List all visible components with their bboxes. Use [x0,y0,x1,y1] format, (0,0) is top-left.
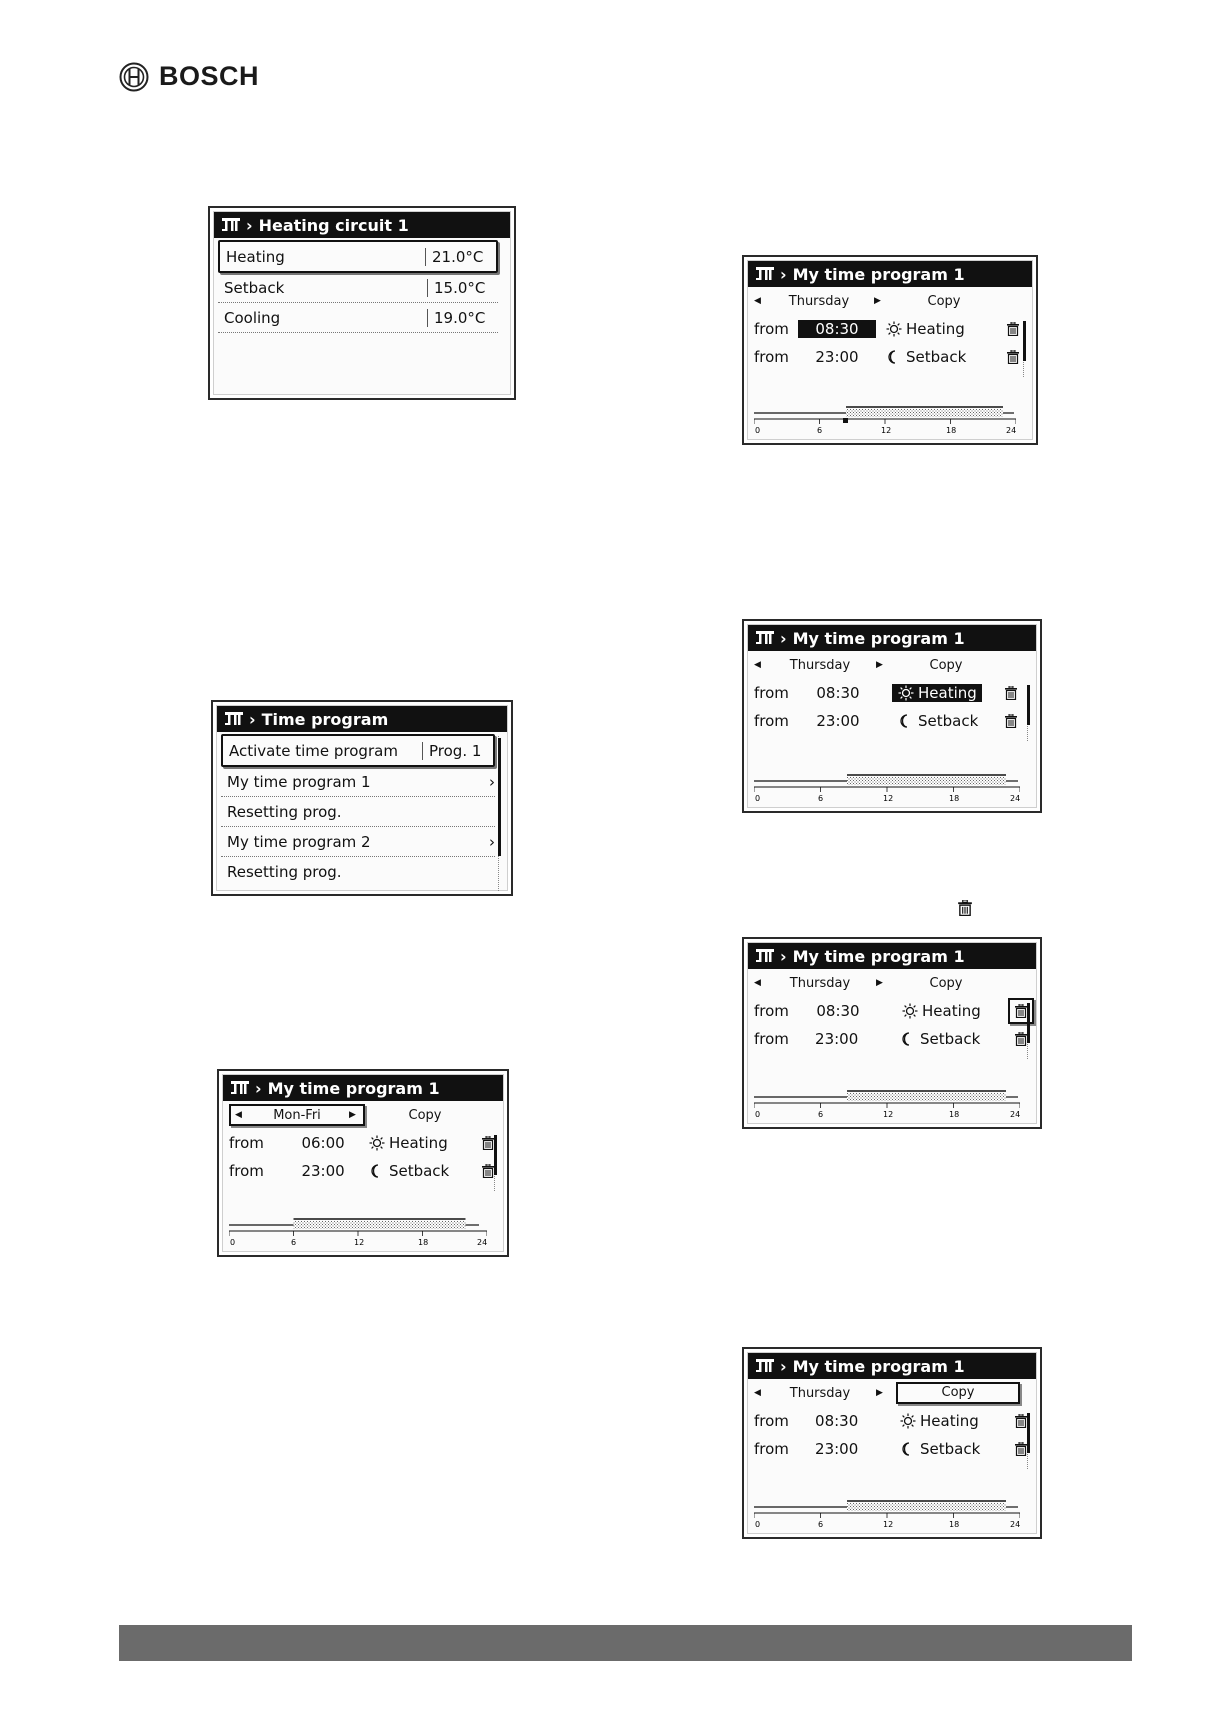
from-label: from [754,684,789,702]
moon-icon [886,349,902,365]
time-value[interactable]: 23:00 [815,348,859,366]
menu-row-cooling[interactable] [218,303,498,333]
row-label: Resetting prog. [227,802,342,821]
tick-label: 18 [949,1110,960,1119]
tick-label: 24 [1010,1520,1020,1529]
footer-bar [119,1625,1132,1661]
menu-icon [225,712,243,726]
mode-setback[interactable] [890,1440,992,1458]
trash-icon [958,900,972,920]
screen-heating-circuit [208,206,516,400]
from-label: from [754,1440,789,1458]
breadcrumb-separator: › [780,264,787,284]
copy-button[interactable]: Copy [927,293,961,309]
day-label: Thursday [789,1385,851,1401]
day-label: Mon-Fri [273,1107,321,1123]
row-label: Setback [224,278,285,297]
row-value: 19.0°C [427,309,498,327]
screen-title: My time program 1 [267,1078,440,1098]
mode-label: Setback [388,1162,450,1180]
time-value[interactable]: 06:00 [301,1134,345,1152]
breadcrumb-separator: › [246,215,253,235]
switch-point-row[interactable] [748,1407,1036,1435]
from-label: from [754,712,789,730]
arrow-right-icon[interactable]: ▶ [876,660,883,670]
menu-icon [756,631,774,645]
day-timeline [754,397,1016,435]
tick-label: 24 [1010,794,1020,803]
mode-label: Setback [918,712,979,730]
tick-label: 24 [1010,1110,1020,1119]
breadcrumb-separator: › [780,946,787,966]
screen-title-bar [214,212,510,238]
moon-icon [898,713,914,729]
row-label: Activate time program [229,741,398,760]
menu-row-my-time-program-1[interactable] [221,767,495,797]
screen-title-bar [748,261,1032,287]
arrow-left-icon[interactable]: ◀ [235,1110,242,1120]
tick-label: 12 [881,426,892,435]
time-value[interactable]: 08:30 [798,320,876,338]
screen-time-program [211,700,513,896]
screen-title: Heating circuit 1 [258,215,409,235]
tick-label: 12 [883,1520,894,1529]
scrollbar-thumb[interactable] [1023,321,1026,361]
time-value[interactable]: 23:00 [815,1030,859,1048]
chevron-right-icon: › [489,772,495,791]
mode-setback[interactable] [876,348,990,366]
sun-icon [886,321,902,337]
mode-label: Setback [920,1030,981,1048]
arrow-right-icon[interactable]: ▶ [876,1388,883,1398]
from-label: from [754,1412,789,1430]
tick-label: 24 [1006,426,1016,435]
mode-heating[interactable] [359,1134,466,1152]
switch-point-row[interactable] [748,707,1036,735]
row-label: Cooling [224,308,281,327]
arrow-right-icon[interactable]: ▶ [874,296,881,306]
screen-my-time-program-thursday-copy [742,1347,1042,1539]
day-label: Thursday [789,657,851,673]
screen-title-bar [748,625,1036,651]
arrow-left-icon[interactable]: ◀ [754,1388,761,1398]
from-label: from [754,1002,789,1020]
tick-label: 18 [949,1520,960,1529]
screen-my-time-program-thursday-delete [742,937,1042,1129]
screen-title-bar [223,1075,503,1101]
mode-label: Heating [388,1134,448,1152]
scrollbar-thumb[interactable] [494,1135,497,1175]
switch-point-row[interactable] [748,997,1036,1025]
moon-icon [369,1163,385,1179]
trash-icon[interactable] [1008,998,1034,1024]
tick-label: 6 [818,1520,824,1529]
screen-title-bar [217,706,507,732]
mode-setback[interactable] [890,1030,992,1048]
row-label: Resetting prog. [227,862,342,881]
arrow-left-icon[interactable]: ◀ [754,978,761,988]
sun-icon [369,1135,385,1151]
switch-point-row[interactable] [748,1435,1036,1463]
trash-icon[interactable] [996,714,1026,728]
screen-title: My time program 1 [792,946,965,966]
tick-label: 0 [230,1238,236,1247]
switch-point-row[interactable] [748,315,1032,343]
tick-label: 6 [818,1110,824,1119]
screen-title-bar [748,943,1036,969]
from-label: from [754,348,789,366]
from-label: from [229,1162,264,1180]
row-label: Heating [226,247,285,266]
row-value: 21.0°C [425,248,496,266]
arrow-left-icon[interactable]: ◀ [754,660,761,670]
trash-icon[interactable] [1006,1414,1036,1428]
tick-label: 18 [949,794,960,803]
moon-icon [900,1441,916,1457]
mode-setback[interactable] [892,712,982,730]
switch-point-row[interactable] [748,679,1036,707]
from-label: from [754,320,789,338]
trash-icon[interactable] [1006,1032,1036,1046]
screen-title: My time program 1 [792,628,965,648]
day-timeline [754,1081,1020,1119]
scrollbar-thumb[interactable] [1027,685,1030,725]
menu-row-resetting-prog[interactable] [221,797,495,827]
screen-my-time-program-thursday-time [742,255,1038,445]
switch-point-row[interactable] [748,1025,1036,1053]
mode-label: Setback [920,1440,981,1458]
tick-label: 0 [755,794,761,803]
trash-icon[interactable] [474,1136,503,1150]
mode-heating[interactable] [892,1002,996,1020]
bosch-logo [119,61,259,92]
mode-heating[interactable] [890,1412,992,1430]
menu-row-activate-time-program[interactable] [221,734,495,767]
day-timeline [754,765,1020,803]
time-value[interactable]: 23:00 [816,712,860,730]
row-value: Prog. 1 [422,742,493,760]
mode-heating[interactable] [876,320,990,338]
day-timeline [229,1209,487,1247]
from-label: from [229,1134,264,1152]
screen-my-time-program-monfri [217,1069,509,1257]
screen-title: My time program 1 [792,1356,965,1376]
mode-label: Heating [922,1002,981,1020]
row-label: My time program 2 [227,832,371,851]
menu-icon [231,1081,249,1095]
menu-row-my-time-program-2[interactable] [221,827,495,857]
breadcrumb-separator: › [249,709,256,729]
screen-my-time-program-thursday-mode [742,619,1042,813]
tick-label: 18 [946,426,957,435]
time-value[interactable]: 08:30 [815,1412,859,1430]
breadcrumb-separator: › [780,628,787,648]
trash-icon[interactable] [996,686,1026,700]
tick-label: 12 [883,794,894,803]
brand-name: BOSCH [159,61,260,91]
row-value: 15.0°C [427,279,498,297]
from-label: from [754,1030,789,1048]
mode-label: Heating [906,320,965,338]
mode-label: Heating [918,684,977,702]
scrollbar-thumb[interactable] [498,738,501,856]
mode-label: Heating [920,1412,979,1430]
trash-icon[interactable] [1006,1442,1036,1456]
switch-point-row[interactable] [223,1157,503,1185]
scrollbar-thumb[interactable] [1027,1413,1030,1453]
copy-button[interactable]: Copy [929,657,963,673]
menu-icon [756,1359,774,1373]
sun-icon [902,1003,918,1019]
mode-label: Setback [906,348,967,366]
menu-icon [222,218,240,232]
copy-button[interactable]: Copy [929,975,963,991]
day-label: Thursday [788,293,850,309]
tick-label: 18 [418,1238,429,1247]
screen-title: My time program 1 [792,264,965,284]
sun-icon [898,685,914,701]
scrollbar-thumb[interactable] [1027,1003,1030,1043]
day-timeline [754,1491,1020,1529]
time-value[interactable]: 23:00 [301,1162,345,1180]
tick-label: 0 [755,426,761,435]
screen-title-bar [748,1353,1036,1379]
breadcrumb-separator: › [255,1078,262,1098]
trash-icon[interactable] [474,1164,503,1178]
tick-label: 6 [291,1238,297,1247]
switch-point-row[interactable] [223,1129,503,1157]
time-value[interactable]: 08:30 [816,684,860,702]
row-label: My time program 1 [227,772,371,791]
copy-button[interactable]: Copy [896,1382,1020,1404]
arrow-right-icon[interactable]: ▶ [876,978,883,988]
breadcrumb-separator: › [780,1356,787,1376]
tick-label: 0 [755,1110,761,1119]
arrow-left-icon[interactable]: ◀ [754,296,761,306]
mode-heating[interactable] [892,684,982,702]
day-label: Thursday [789,975,851,991]
menu-row-setback[interactable] [218,273,498,303]
day-selector[interactable] [229,1104,365,1126]
bosch-armature-icon [119,62,149,92]
tick-label: 24 [477,1238,487,1247]
menu-icon [756,949,774,963]
screen-title: Time program [261,709,389,729]
copy-button[interactable]: Copy [408,1107,442,1123]
arrow-right-icon[interactable]: ▶ [349,1110,356,1120]
moon-icon [900,1031,916,1047]
menu-row-resetting-prog-2[interactable] [221,857,495,886]
tick-label: 6 [817,426,823,435]
tick-label: 0 [755,1520,761,1529]
chevron-right-icon: › [489,832,495,851]
mode-setback[interactable] [359,1162,466,1180]
tick-label: 12 [354,1238,365,1247]
switch-point-row[interactable] [748,343,1032,371]
time-value[interactable]: 23:00 [815,1440,859,1458]
time-value[interactable]: 08:30 [816,1002,860,1020]
sun-icon [900,1413,916,1429]
tick-label: 6 [818,794,824,803]
tick-label: 12 [883,1110,894,1119]
menu-icon [756,267,774,281]
menu-row-heating[interactable] [218,240,498,273]
